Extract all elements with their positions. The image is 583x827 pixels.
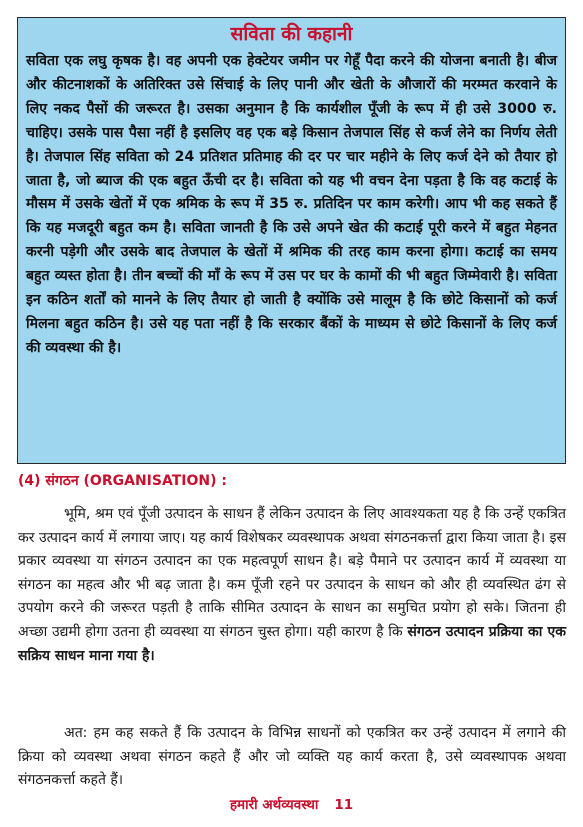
- footer-book-title: हमारी अर्थव्यवस्था: [229, 797, 319, 813]
- organisation-paragraph-2: अत: हम कह सकते हैं कि उत्पादन के विभिन्न साधनों को एकत्रित कर उन्हें उत्पादन में लगाने की क्रिया को व्यवस्था अथवा संगठन कहते हैं और जो व्यक्ति यह कार्य करता है, उसे व्यवस्थापक अथवा संगठनकर्त्ता कहते हैं।: [18, 725, 566, 789]
- organisation-paragraph-1: [18, 503, 566, 668]
- section-heading: (4) संगठन (ORGANISATION) :: [18, 473, 227, 489]
- story-paragraph: सविता एक लघु कृषक है। वह अपनी एक हेक्टेयर जमीन पर गेहूँ पैदा करने की योजना बनाती है। बीज और कीटनाशकों के अतिरिक्त उसे सिंचाई के लिए पानी और खेती के औजारों की मरम्मत करवाने के लिए नकद पैसों की जरूरत है। उसका अनुमान है कि कार्यशील पूँजी के रूप में ही उसे 3000 रु. चाहिए। उसके पास पैसा नहीं है इसलिए वह एक बड़े किसान तेजपाल सिंह से कर्ज लेने का निर्णय लेती है। तेजपाल सिंह सविता को 24 प्रतिशत प्रतिमाह की दर पर चार महीने के लिए कर्ज देने को तैयार हो जाता है, जो ब्याज की एक बहुत ऊँची दर है। सविता को यह भी वचन देना पड़ता है कि वह कटाई के मौसम में उसके खेतों में एक श्रमिक के रूप में 35 रु. प्रतिदिन पर काम करेगी। आप भी कह सकते हैं कि यह मजदूरी बहुत कम है। सविता जानती है कि उसे अपने खेत की कटाई पूरी करने में बहुत मेहनत करनी पड़ेगी और उसके बाद तेजपाल के खेतों में श्रमिक की तरह काम करना होगा। कटाई का समय बहुत व्यस्त होता है। तीन बच्चों की माँ के रूप में उस पर घर के कामों की भी बहुत जिम्मेवारी है। सविता इन कठिन शर्तों को मानने के लिए तैयार हो जाती है क्योंकि उसे मालूम है कि छोटे किसानों को कर्ज मिलना बहुत कठिन है। उसे यह पता नहीं है कि सरकार बैंकों के माध्यम से छोटे किसानों के लिए कर्ज की व्यवस्था की है।: [26, 53, 557, 356]
- paragraph-1-text: भूमि, श्रम एवं पूँजी उत्पादन के साधन हैं लेकिन उत्पादन के लिए आवश्यकता यह है कि उन्हें एकत्रित कर उत्पादन कार्य में लगाया जाए। यह कार्य विशेषकर व्यवस्थापक अथवा संगठनकर्त्ता द्वारा किया जाता है। इस प्रकार व्यवस्था या संगठन उत्पादन का एक महत्वपूर्ण साधन है। बड़े पैमाने पर उत्पादन कार्य में व्यवस्था या संगठन का महत्व और भी बढ़ जाता है। कम पूँजी रहने पर उत्पादन के साधन को और ही व्यवस्थित ढंग से उपयोग करने की जरूरत पड़ती है ताकि सीमित उत्पादन के साधन का समुचित प्रयोग हो सके। जितना ही अच्छा उद्यमी होगा उतना ही व्यवस्था या संगठन चुस्त होगा। यही कारण है कि: [18, 506, 566, 640]
- story-title: सविता की कहानी: [230, 23, 353, 45]
- paragraph-1-emphasis: संगठन उत्पादन प्रक्रिया का एक सक्रिय साधन माना गया है।: [18, 623, 566, 664]
- story-box: [17, 17, 566, 464]
- page-footer: [0, 795, 583, 813]
- page-number: 11: [334, 797, 354, 813]
